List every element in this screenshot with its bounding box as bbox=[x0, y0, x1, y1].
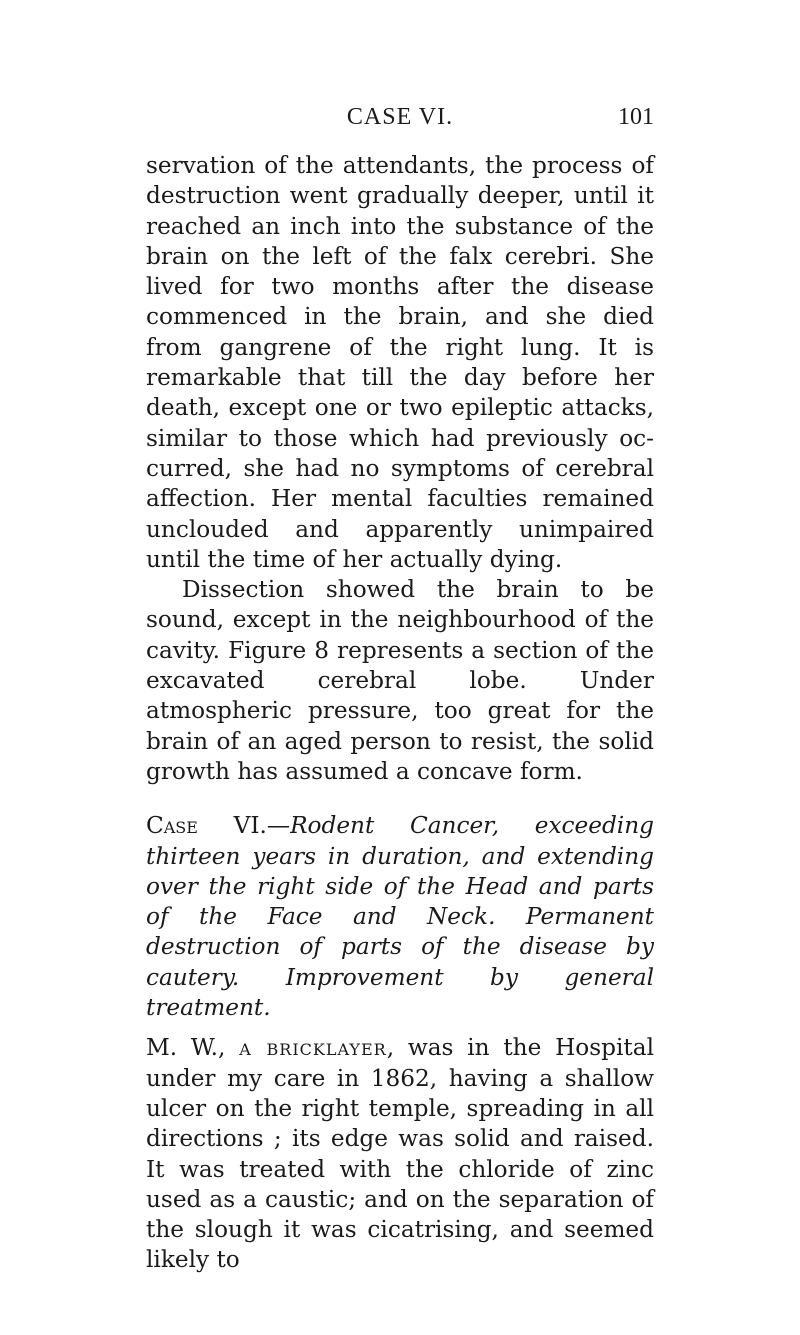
case-heading bbox=[146, 811, 654, 1023]
patient-occupation: a bricklayer bbox=[239, 1034, 387, 1062]
case-dash: — bbox=[266, 812, 291, 840]
paragraph-dissection: Dissection showed the brain to be sound, except in the neighbourhood of the cavity. Figure 8 represents a section of the excavated cerebral lobe. Under atmospheric pressure, too great for the brain of an aged person to resist, the solid growth has assumed a concave form. bbox=[146, 576, 654, 785]
case-paragraph bbox=[146, 1033, 654, 1275]
page-number: 101 bbox=[618, 104, 654, 130]
case-paragraph-text: , was in the Hospital under my care in 1862, having a shallow ulcer on the right temple, spreading in all directions ; its edge was solid and raised. It was treated with the chloride of zinc used as a caustic; and on the separation of the slough it was cicatrising, and seemed likely to bbox=[146, 1034, 654, 1274]
patient-initials: M. W., bbox=[146, 1034, 240, 1062]
paragraph-continuation: servation of the attendants, the process of destruction went gradually deeper, until it reached an inch into the substance of the brain on the left of the falx cerebri. She lived for two months after the disease commenced in the brain, and she died from gangrene of the right lung. It is remarkable that till the day before her death, except one or two epileptic attacks, similar to those which had previously occurred, she had no symptoms of cerebral affection. Her mental faculties remained unclouded and apparently unimpaired until the time of her actually dying. bbox=[146, 152, 654, 573]
running-head bbox=[0, 104, 800, 134]
case-label: Case VI. bbox=[146, 812, 267, 840]
running-title: CASE VI. bbox=[346, 104, 454, 130]
case-title: Rodent Cancer, exceeding thirteen years in duration, and extending over the right side of the Head and parts of the Face and Neck. Permanent destruction of parts of the disease by cautery. Improvement by general treatment. bbox=[146, 812, 654, 1022]
body-text bbox=[146, 151, 654, 1276]
